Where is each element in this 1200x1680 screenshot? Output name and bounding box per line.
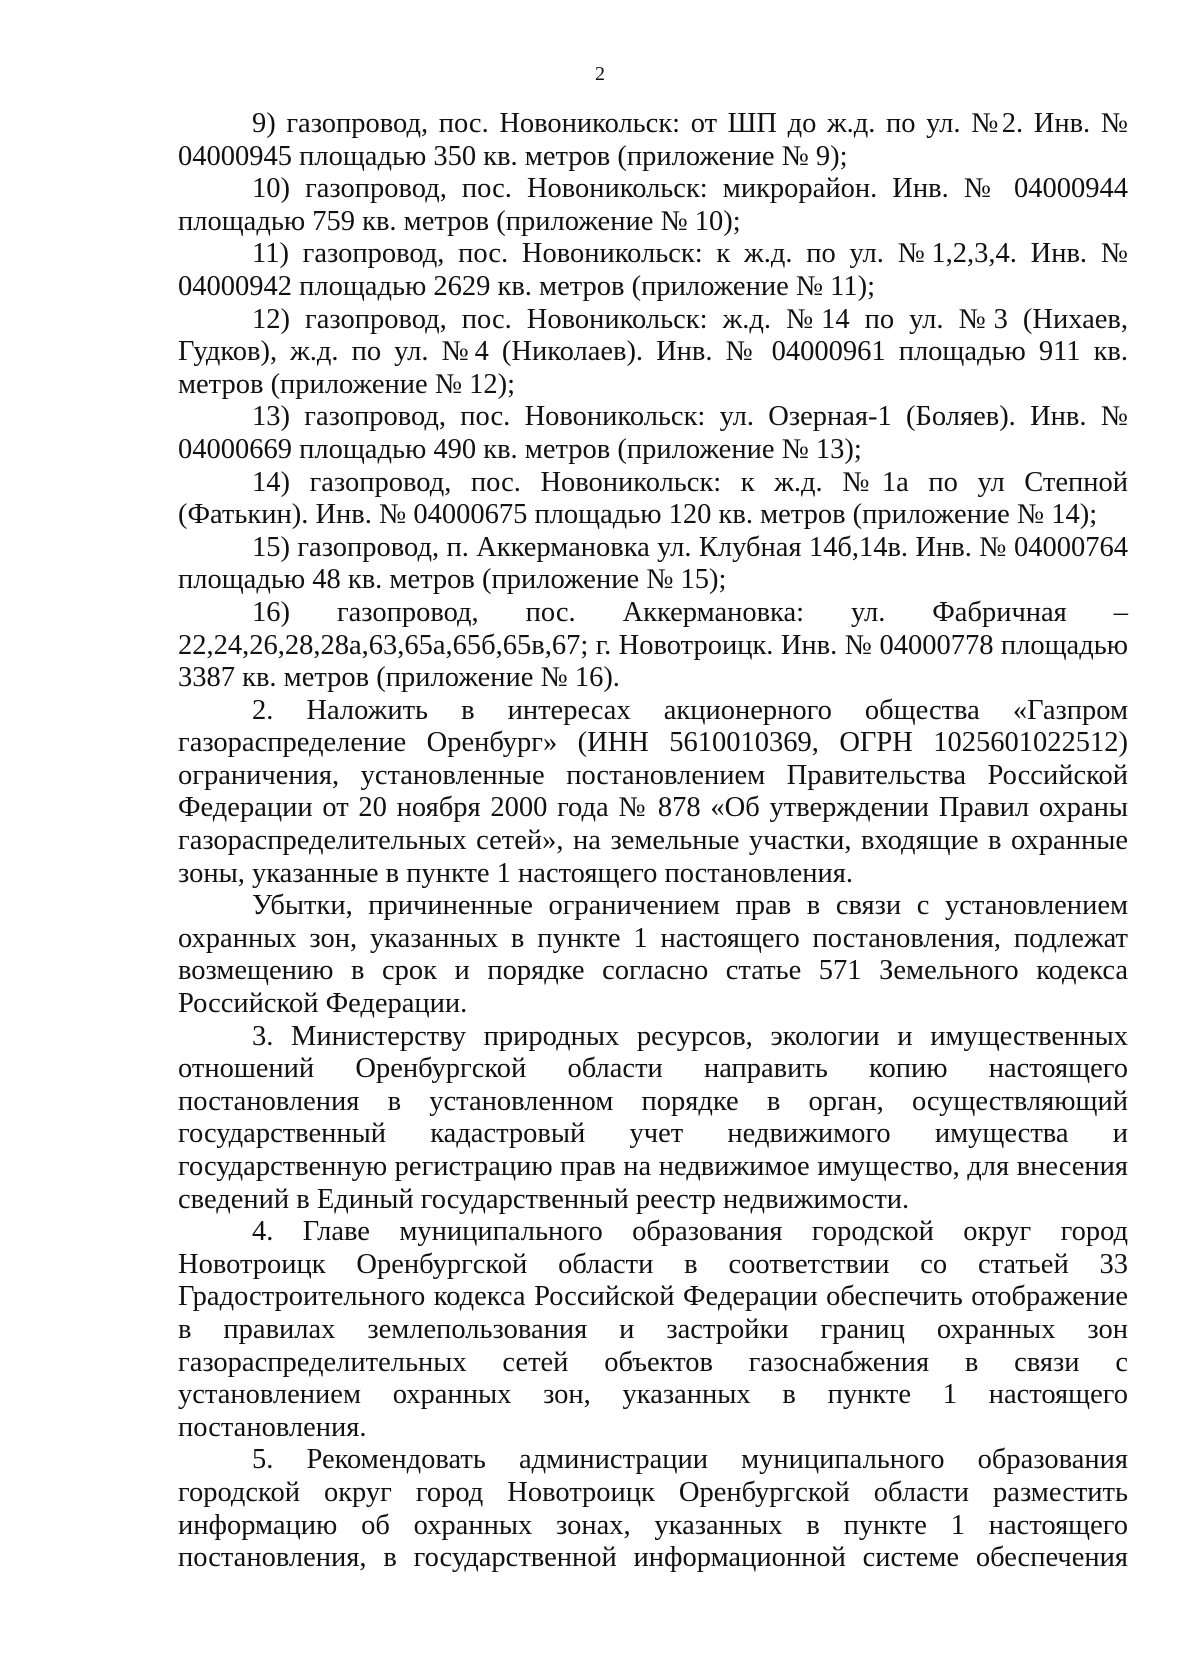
section-5-paragraph: 5. Рекомендовать администрации муниципального образования городской округ город Новотроицк Оренбургской области разместить информацию об охранных зонах, указанных в пункте 1 настоящего постановления, в государственной информационной системе обеспечения bbox=[178, 1444, 1128, 1574]
losses-paragraph: Убытки, причиненные ограничением прав в связи с установлением охранных зон, указанных в пункте 1 настоящего постановления, подлежат возмещению в срок и порядке согласно статье 571 Земельного кодекса Российской Федерации. bbox=[178, 890, 1128, 1020]
page-number: 2 bbox=[595, 63, 605, 85]
item-11-paragraph: 11) газопровод, пос. Новоникольск: к ж.д. по ул. №1,2,3,4. Инв. № 04000942 площадью 2629 кв. метров (приложение № 11); bbox=[178, 238, 1128, 302]
item-12-paragraph: 12) газопровод, пос. Новоникольск: ж.д. №14 по ул. №3 (Нихаев, Гудков), ж.д. по ул. №4 (Николаев). Инв. № 04000961 площадью 911 кв. метров (приложение № 12); bbox=[178, 303, 1128, 400]
item-13-paragraph: 13) газопровод, пос. Новоникольск: ул. Озерная-1 (Боляев). Инв. № 04000669 площадью 490 кв. метров (приложение № 13); bbox=[178, 401, 1128, 465]
item-15-paragraph: 15) газопровод, п. Аккермановка ул. Клубная 14б,14в. Инв. № 04000764 площадью 48 кв. метров (приложение № 15); bbox=[178, 531, 1128, 596]
item-14-paragraph: 14) газопровод, пос. Новоникольск: к ж.д. №1а по ул Степной (Фатькин). Инв. № 04000675 площадью 120 кв. метров (приложение № 14); bbox=[178, 466, 1128, 531]
item-10-paragraph: 10) газопровод, пос. Новоникольск: микрорайон. Инв. № 04000944 площадью 759 кв. метров (приложение № 10); bbox=[178, 173, 1128, 237]
item-16-paragraph: 16) газопровод, пос. Аккермановка: ул. Фабричная – 22,24,26,28,28а,63,65а,65б,65в,67; г. Новотроицк. Инв. № 04000778 площадью 3387 кв. метров (приложение № 16). bbox=[178, 596, 1128, 694]
section-2-paragraph: 2. Наложить в интересах акционерного общества «Газпром газораспределение Оренбург» (ИНН 5610010369, ОГРН 1025601022512) ограничения, установленные постановлением Правительства Российской Федерации от 20 ноября 2000 года № 878 «Об утверждении Правил охраны газораспределительных сетей», на земельные участки, входящие в охранные зоны, указанные в пункте 1 настоящего постановления. bbox=[178, 694, 1128, 889]
item-9-paragraph: 9) газопровод, пос. Новоникольск: от ШП до ж.д. по ул. №2. Инв. № 04000945 площадью 350 кв. метров (приложение № 9); bbox=[178, 108, 1128, 172]
section-3-paragraph: 3. Министерству природных ресурсов, экологии и имущественных отношений Оренбургской области направить копию настоящего постановления в установленном порядке в орган, осуществляющий государственный кадастровый учет недвижимого имущества и государственную регистрацию прав на недвижимое имущество, для внесения сведений в Единый государственный реестр недвижимости. bbox=[178, 1020, 1128, 1215]
document-body bbox=[178, 108, 1128, 1575]
section-4-paragraph: 4. Главе муниципального образования городской округ город Новотроицк Оренбургской области в соответствии со статьей 33 Градостроительного кодекса Российской Федерации обеспечить отображение в правилах землепользования и застройки границ охранных зон газораспределительных сетей объектов газоснабжения в связи с установлением охранных зон, указанных в пункте 1 настоящего постановления. bbox=[178, 1216, 1128, 1443]
